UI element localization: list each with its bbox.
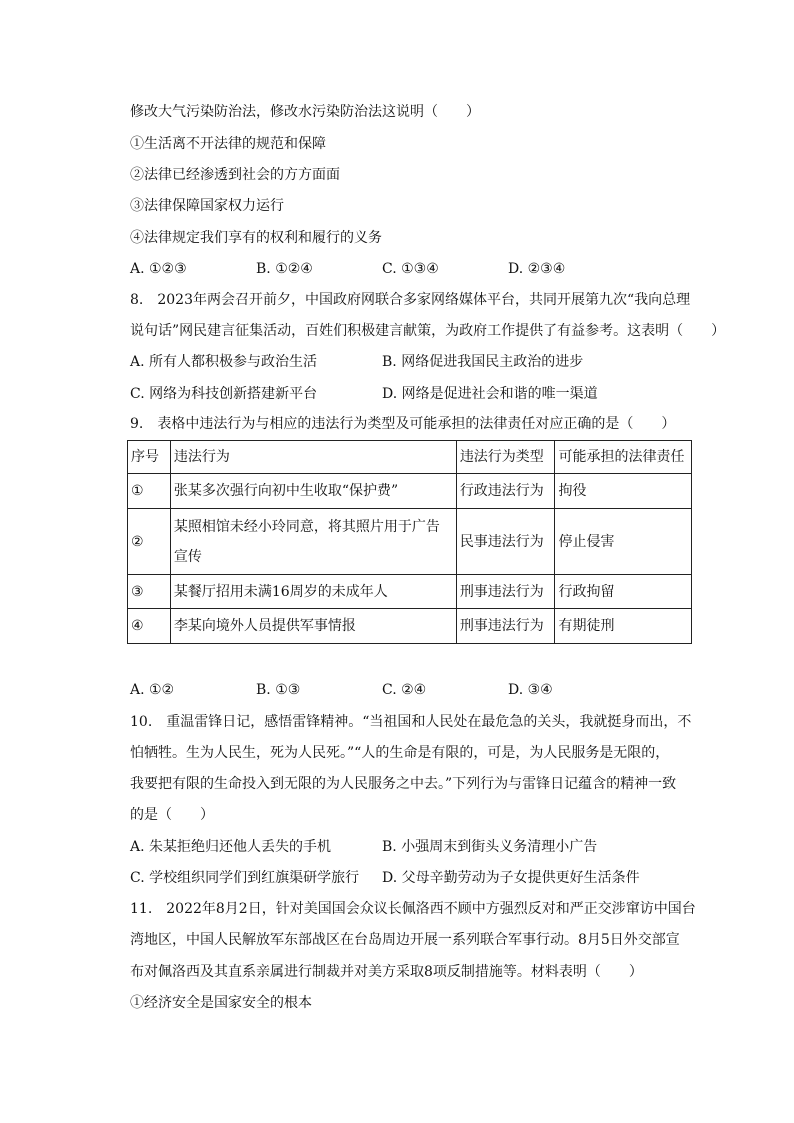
q11-stem-line-1: 11. 2022年8月2日，针对美国国会众议长佩洛西不顾中方强烈反对和严正交涉窜访中国台 bbox=[130, 901, 696, 917]
q7-stem: 修改大气污染防治法，修改水污染防治法这说明（ ） bbox=[130, 104, 480, 120]
table-cell: 某餐厅招用未满16周岁的未成年人 bbox=[170, 575, 456, 609]
table-row bbox=[128, 474, 692, 509]
q9-option-d: D. ③④ bbox=[508, 682, 553, 698]
q10-option-b: B. 小强周末到街头义务清理小广告 bbox=[382, 839, 598, 855]
table-row bbox=[128, 575, 692, 609]
q10-stem-line-2: 怕牺牲。生为人民生，死为人民死。”“人的生命是有限的，可是，为人民服务是无限的， bbox=[130, 745, 670, 761]
q8-option-d: D. 网络是促进社会和谐的唯一渠道 bbox=[382, 386, 598, 402]
q11-item-1: ①经济安全是国家安全的根本 bbox=[130, 995, 312, 1011]
table-row bbox=[128, 509, 692, 575]
table-header-cell: 可能承担的法律责任 bbox=[555, 441, 692, 474]
table-header-cell: 序号 bbox=[128, 441, 171, 474]
table-cell: 停止侵害 bbox=[555, 509, 692, 575]
table-cell: 行政违法行为 bbox=[456, 474, 555, 509]
table-cell: ④ bbox=[128, 609, 171, 644]
table-cell: 有期徒刑 bbox=[555, 609, 692, 644]
q9-option-b: B. ①③ bbox=[256, 682, 301, 698]
table-cell: 行政拘留 bbox=[555, 575, 692, 609]
q7-option-a: A. ①②③ bbox=[130, 261, 187, 277]
table-cell: 拘役 bbox=[555, 474, 692, 509]
q11-stem-line-2: 湾地区，中国人民解放军东部战区在台岛周边开展一系列联合军事行动。8月5日外交部宣 bbox=[130, 932, 680, 948]
table-cell: 刑事违法行为 bbox=[456, 609, 555, 644]
table-row bbox=[128, 609, 692, 644]
q10-stem-line-3: 我要把有限的生命投入到无限的为人民服务之中去。”下列行为与雷锋日记蕴含的精神一致 bbox=[130, 776, 677, 792]
q8-option-a: A. 所有人都积极参与政治生活 bbox=[130, 354, 318, 370]
q11-stem-line-3: 布对佩洛西及其直系亲属进行制裁并对美方采取8项反制措施等。材料表明（ ） bbox=[130, 964, 643, 980]
q7-option-c: C. ①③④ bbox=[382, 261, 439, 277]
q7-item-3: ③法律保障国家权力运行 bbox=[130, 198, 284, 214]
q8-option-c: C. 网络为科技创新搭建新平台 bbox=[130, 386, 318, 402]
q10-stem-line-4: 的是（ ） bbox=[130, 807, 214, 823]
q7-option-b: B. ①②④ bbox=[256, 261, 313, 277]
table-header-row bbox=[128, 441, 692, 474]
q9-option-c: C. ②④ bbox=[382, 682, 427, 698]
q7-item-2: ②法律已经渗透到社会的方方面面 bbox=[130, 167, 340, 183]
table-header-cell: 违法行为 bbox=[170, 441, 456, 474]
q10-option-d: D. 父母辛勤劳动为子女提供更好生活条件 bbox=[382, 870, 640, 886]
table-cell: 民事违法行为 bbox=[456, 509, 555, 575]
q10-option-a: A. 朱某拒绝归还他人丢失的手机 bbox=[130, 839, 332, 855]
q8-option-b: B. 网络促进我国民主政治的进步 bbox=[382, 354, 584, 370]
q10-stem-line-1: 10. 重温雷锋日记，感悟雷锋精神。“当祖国和人民处在最危急的关头，我就挺身而出，不 bbox=[130, 714, 692, 730]
table-cell: 某照相馆未经小玲同意，将其照片用于广告宣传 bbox=[170, 509, 456, 575]
q8-stem-line-1: 8. 2023年两会召开前夕，中国政府网联合多家网络媒体平台，共同开展第九次“我向总理 bbox=[130, 292, 691, 308]
q7-item-4: ④法律规定我们享有的权利和履行的义务 bbox=[130, 230, 382, 246]
table-header-cell: 违法行为类型 bbox=[456, 441, 555, 474]
q9-table bbox=[127, 440, 692, 644]
table-cell: ① bbox=[128, 474, 171, 509]
q7-option-d: D. ②③④ bbox=[508, 261, 566, 277]
q9-stem: 9. 表格中违法行为与相应的违法行为类型及可能承担的法律责任对应正确的是（ ） bbox=[130, 416, 676, 432]
q7-item-1: ①生活离不开法律的规范和保障 bbox=[130, 136, 326, 152]
q9-option-a: A. ①② bbox=[130, 682, 175, 698]
q10-option-c: C. 学校组织同学们到红旗渠研学旅行 bbox=[130, 870, 360, 886]
q8-stem-line-2: 说句话”网民建言征集活动，百姓们积极建言献策，为政府工作提供了有益参考。这表明（ ） bbox=[130, 323, 726, 339]
table-cell: ② bbox=[128, 509, 171, 575]
table-cell: 刑事违法行为 bbox=[456, 575, 555, 609]
table-cell: ③ bbox=[128, 575, 171, 609]
table-cell: 李某向境外人员提供军事情报 bbox=[170, 609, 456, 644]
table-cell: 张某多次强行向初中生收取“保护费” bbox=[170, 474, 456, 509]
